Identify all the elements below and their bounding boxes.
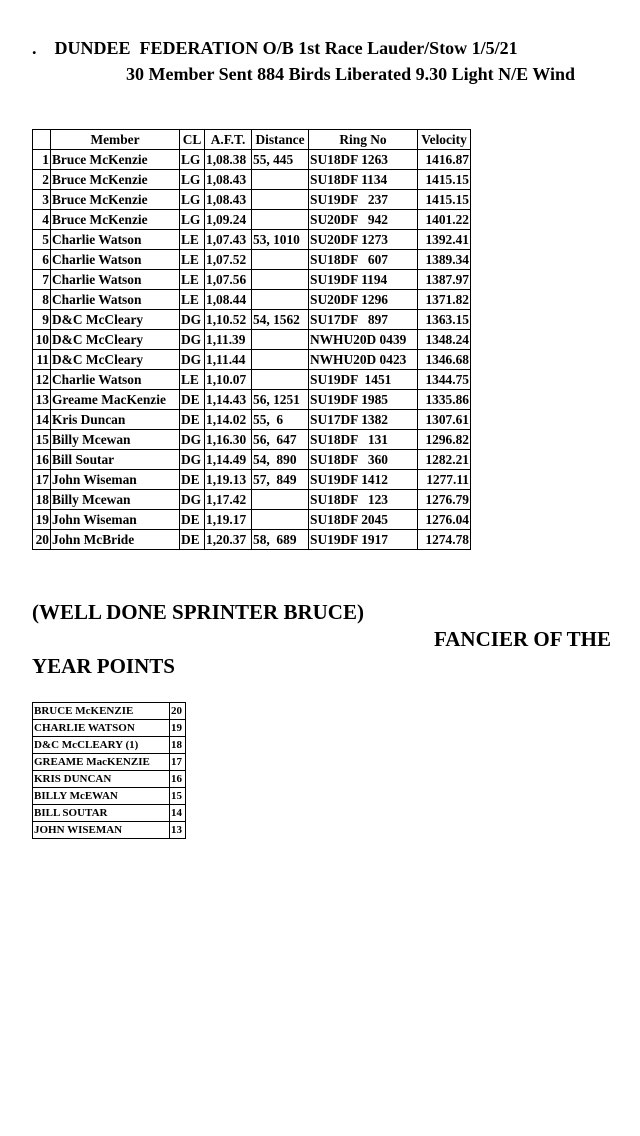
row-cl: LE: [180, 270, 205, 290]
row-member: Bruce McKenzie: [51, 190, 180, 210]
table-row: [33, 230, 471, 250]
row-position: 11: [33, 350, 51, 370]
points-fancier-name: BRUCE McKENZIE: [33, 703, 170, 720]
row-position: 15: [33, 430, 51, 450]
race-subtitle: 30 Member Sent 884 Birds Liberated 9.30 Light N/E Wind: [126, 64, 576, 84]
row-position: 2: [33, 170, 51, 190]
col-position: [33, 130, 51, 150]
row-velocity: 1274.78: [418, 530, 471, 550]
row-velocity: 1416.87: [418, 150, 471, 170]
row-member: Bruce McKenzie: [51, 150, 180, 170]
points-row: [33, 822, 186, 839]
table-row: [33, 150, 471, 170]
row-ring-no: SU19DF 1194: [309, 270, 418, 290]
row-cl: DE: [180, 390, 205, 410]
row-distance: 57, 849: [252, 470, 309, 490]
table-row: [33, 490, 471, 510]
row-velocity: 1415.15: [418, 190, 471, 210]
row-aft: 1,14.49: [205, 450, 252, 470]
points-fancier-name: BILL SOUTAR: [33, 805, 170, 822]
well-done-note: (WELL DONE SPRINTER BRUCE): [32, 600, 364, 624]
row-distance: 55, 6: [252, 410, 309, 430]
points-row: [33, 703, 186, 720]
row-aft: 1,19.13: [205, 470, 252, 490]
col-cl: CL: [180, 130, 205, 150]
row-distance: [252, 350, 309, 370]
row-cl: DE: [180, 470, 205, 490]
points-value: 16: [170, 771, 186, 788]
points-row: [33, 720, 186, 737]
row-distance: [252, 290, 309, 310]
table-row: [33, 210, 471, 230]
points-value: 14: [170, 805, 186, 822]
row-distance: [252, 330, 309, 350]
row-ring-no: SU18DF 131: [309, 430, 418, 450]
row-member: Charlie Watson: [51, 290, 180, 310]
row-position: 6: [33, 250, 51, 270]
table-row: [33, 350, 471, 370]
row-aft: 1,08.44: [205, 290, 252, 310]
row-aft: 1,08.38: [205, 150, 252, 170]
row-position: 5: [33, 230, 51, 250]
row-position: 4: [33, 210, 51, 230]
row-member: D&C McCleary: [51, 310, 180, 330]
row-cl: DG: [180, 490, 205, 510]
row-velocity: 1277.11: [418, 470, 471, 490]
row-aft: 1,20.37: [205, 530, 252, 550]
row-ring-no: SU17DF 1382: [309, 410, 418, 430]
row-velocity: 1348.24: [418, 330, 471, 350]
fancier-heading-part1: FANCIER OF THE: [434, 627, 611, 651]
row-position: 12: [33, 370, 51, 390]
row-member: Bruce McKenzie: [51, 170, 180, 190]
table-row: [33, 470, 471, 490]
points-row: [33, 771, 186, 788]
row-member: Charlie Watson: [51, 250, 180, 270]
table-row: [33, 190, 471, 210]
row-distance: 55, 445: [252, 150, 309, 170]
row-aft: 1,10.07: [205, 370, 252, 390]
points-fancier-name: D&C McCLEARY (1): [33, 737, 170, 754]
row-aft: 1,09.24: [205, 210, 252, 230]
table-row: [33, 390, 471, 410]
row-velocity: 1415.15: [418, 170, 471, 190]
points-row: [33, 805, 186, 822]
row-ring-no: SU19DF 1917: [309, 530, 418, 550]
row-cl: LE: [180, 250, 205, 270]
table-row: [33, 310, 471, 330]
row-member: Billy Mcewan: [51, 490, 180, 510]
row-velocity: 1276.04: [418, 510, 471, 530]
row-distance: 54, 1562: [252, 310, 309, 330]
fancier-heading-part2: YEAR POINTS: [32, 654, 175, 678]
table-row: [33, 530, 471, 550]
row-aft: 1,07.56: [205, 270, 252, 290]
col-member: Member: [51, 130, 180, 150]
row-member: Greame MacKenzie: [51, 390, 180, 410]
row-aft: 1,14.02: [205, 410, 252, 430]
row-ring-no: SU18DF 1134: [309, 170, 418, 190]
points-fancier-name: KRIS DUNCAN: [33, 771, 170, 788]
row-aft: 1,19.17: [205, 510, 252, 530]
row-distance: [252, 250, 309, 270]
row-cl: LG: [180, 190, 205, 210]
row-velocity: 1282.21: [418, 450, 471, 470]
row-ring-no: SU18DF 607: [309, 250, 418, 270]
row-distance: [252, 510, 309, 530]
table-row: [33, 370, 471, 390]
points-value: 13: [170, 822, 186, 839]
row-velocity: 1392.41: [418, 230, 471, 250]
row-position: 20: [33, 530, 51, 550]
row-position: 14: [33, 410, 51, 430]
row-velocity: 1296.82: [418, 430, 471, 450]
row-cl: DG: [180, 450, 205, 470]
row-ring-no: SU19DF 1412: [309, 470, 418, 490]
row-velocity: 1387.97: [418, 270, 471, 290]
row-cl: LE: [180, 230, 205, 250]
row-distance: [252, 490, 309, 510]
col-velocity: Velocity: [418, 130, 471, 150]
row-aft: 1,07.52: [205, 250, 252, 270]
row-distance: 54, 890: [252, 450, 309, 470]
points-value: 20: [170, 703, 186, 720]
table-row: [33, 410, 471, 430]
row-cl: LG: [180, 150, 205, 170]
row-distance: 56, 1251: [252, 390, 309, 410]
row-distance: [252, 270, 309, 290]
row-cl: DE: [180, 510, 205, 530]
fancier-points-table: [32, 702, 186, 839]
row-velocity: 1276.79: [418, 490, 471, 510]
row-distance: [252, 210, 309, 230]
table-row: [33, 330, 471, 350]
row-position: 7: [33, 270, 51, 290]
row-aft: 1,10.52: [205, 310, 252, 330]
points-fancier-name: BILLY McEWAN: [33, 788, 170, 805]
row-velocity: 1363.15: [418, 310, 471, 330]
table-row: [33, 430, 471, 450]
row-aft: 1,14.43: [205, 390, 252, 410]
row-cl: DG: [180, 330, 205, 350]
row-velocity: 1401.22: [418, 210, 471, 230]
table-row: [33, 450, 471, 470]
col-aft: A.F.T.: [205, 130, 252, 150]
points-value: 17: [170, 754, 186, 771]
results-table: [32, 129, 471, 550]
row-member: Charlie Watson: [51, 230, 180, 250]
row-cl: LE: [180, 290, 205, 310]
row-ring-no: SU20DF 1273: [309, 230, 418, 250]
row-ring-no: SU18DF 1263: [309, 150, 418, 170]
row-ring-no: SU18DF 360: [309, 450, 418, 470]
row-velocity: 1344.75: [418, 370, 471, 390]
row-member: D&C McCleary: [51, 330, 180, 350]
row-ring-no: SU20DF 1296: [309, 290, 418, 310]
row-distance: 53, 1010: [252, 230, 309, 250]
row-aft: 1,17.42: [205, 490, 252, 510]
row-member: D&C McCleary: [51, 350, 180, 370]
row-position: 3: [33, 190, 51, 210]
row-aft: 1,08.43: [205, 190, 252, 210]
row-distance: 58, 689: [252, 530, 309, 550]
row-member: John Wiseman: [51, 510, 180, 530]
row-ring-no: SU18DF 2045: [309, 510, 418, 530]
row-cl: DE: [180, 410, 205, 430]
row-aft: 1,11.39: [205, 330, 252, 350]
points-value: 19: [170, 720, 186, 737]
row-cl: LE: [180, 370, 205, 390]
row-ring-no: SU19DF 1451: [309, 370, 418, 390]
col-ring-no: Ring No: [309, 130, 418, 150]
row-position: 13: [33, 390, 51, 410]
row-ring-no: SU17DF 897: [309, 310, 418, 330]
row-velocity: 1335.86: [418, 390, 471, 410]
row-aft: 1,07.43: [205, 230, 252, 250]
row-distance: [252, 370, 309, 390]
row-member: Charlie Watson: [51, 370, 180, 390]
row-position: 18: [33, 490, 51, 510]
row-ring-no: NWHU20D 0423: [309, 350, 418, 370]
row-ring-no: SU20DF 942: [309, 210, 418, 230]
row-velocity: 1389.34: [418, 250, 471, 270]
points-fancier-name: GREAME MacKENZIE: [33, 754, 170, 771]
row-position: 17: [33, 470, 51, 490]
points-row: [33, 737, 186, 754]
row-aft: 1,11.44: [205, 350, 252, 370]
table-row: [33, 270, 471, 290]
row-cl: LG: [180, 210, 205, 230]
row-position: 9: [33, 310, 51, 330]
points-value: 18: [170, 737, 186, 754]
row-cl: LG: [180, 170, 205, 190]
row-cl: DG: [180, 430, 205, 450]
row-member: Billy Mcewan: [51, 430, 180, 450]
points-row: [33, 788, 186, 805]
row-member: Bruce McKenzie: [51, 210, 180, 230]
table-row: [33, 170, 471, 190]
row-ring-no: SU19DF 1985: [309, 390, 418, 410]
row-position: 19: [33, 510, 51, 530]
results-header-row: [33, 130, 471, 150]
row-velocity: 1346.68: [418, 350, 471, 370]
race-title: . DUNDEE FEDERATION O/B 1st Race Lauder/Stow 1/5/21: [32, 38, 518, 58]
points-row: [33, 754, 186, 771]
row-cl: DG: [180, 350, 205, 370]
row-cl: DE: [180, 530, 205, 550]
row-member: Charlie Watson: [51, 270, 180, 290]
row-ring-no: NWHU20D 0439: [309, 330, 418, 350]
row-member: John Wiseman: [51, 470, 180, 490]
row-position: 1: [33, 150, 51, 170]
col-distance: Distance: [252, 130, 309, 150]
row-position: 10: [33, 330, 51, 350]
row-aft: 1,08.43: [205, 170, 252, 190]
row-distance: 56, 647: [252, 430, 309, 450]
row-distance: [252, 170, 309, 190]
row-ring-no: SU18DF 123: [309, 490, 418, 510]
table-row: [33, 250, 471, 270]
row-aft: 1,16.30: [205, 430, 252, 450]
row-position: 8: [33, 290, 51, 310]
row-member: Kris Duncan: [51, 410, 180, 430]
points-fancier-name: CHARLIE WATSON: [33, 720, 170, 737]
table-row: [33, 290, 471, 310]
row-distance: [252, 190, 309, 210]
row-cl: DG: [180, 310, 205, 330]
row-position: 16: [33, 450, 51, 470]
points-value: 15: [170, 788, 186, 805]
points-fancier-name: JOHN WISEMAN: [33, 822, 170, 839]
row-member: John McBride: [51, 530, 180, 550]
row-velocity: 1371.82: [418, 290, 471, 310]
row-member: Bill Soutar: [51, 450, 180, 470]
row-velocity: 1307.61: [418, 410, 471, 430]
table-row: [33, 510, 471, 530]
row-ring-no: SU19DF 237: [309, 190, 418, 210]
